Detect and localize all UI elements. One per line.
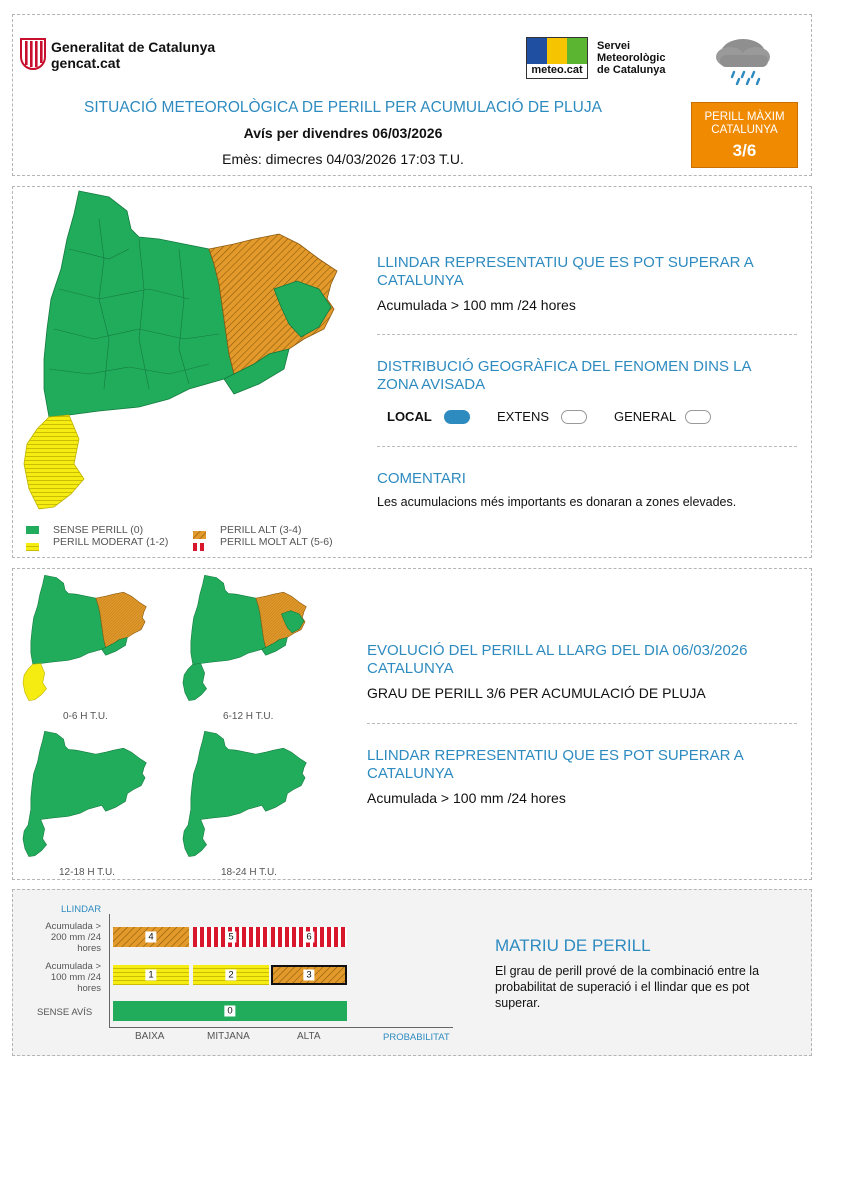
- mini-map-0-6: [21, 571, 151, 706]
- main-map-panel: [12, 186, 812, 558]
- matrix-probabilitat-label: PROBABILITAT: [383, 1032, 450, 1043]
- threshold-title: LLINDAR REPRESENTATIU QUE ES POT SUPERAR A CATALUNYA: [377, 254, 753, 289]
- max-danger-box: [691, 102, 798, 168]
- gencat-name: Generalitat de Catalunya: [51, 39, 216, 55]
- legend-swatch-sense: [26, 526, 39, 534]
- header-panel: [12, 14, 812, 176]
- matrix-row-100: Acumulada > 100 mm /24 hores: [45, 961, 101, 994]
- logo-green-block: [567, 38, 587, 64]
- matrix-col-mitjana: MITJANA: [207, 1031, 250, 1042]
- max-danger-label-2: CATALUNYA: [711, 124, 778, 136]
- divider: [367, 723, 797, 724]
- emes-date: Emès: dimecres 04/03/2026 17:03 T.U.: [222, 151, 464, 167]
- matrix-cell-6-label: 6: [303, 932, 314, 943]
- matrix-cell-4-label: 4: [145, 932, 156, 943]
- smc-name-line-2: Meteorològic: [597, 52, 666, 64]
- map-zone-green: [44, 191, 234, 417]
- mini-map-6-12: [181, 571, 311, 706]
- period-label-0-6: 0-6 H T.U.: [63, 711, 108, 722]
- matrix-cell-5-label: 5: [225, 932, 236, 943]
- matrix-row-sense: SENSE AVÍS: [37, 1007, 93, 1018]
- comment-text: Les acumulacions més importants es donaran a zones elevades.: [377, 495, 737, 509]
- legend-swatch-moderat: [26, 538, 39, 546]
- matrix-title: MATRIU DE PERILL: [495, 936, 651, 955]
- matrix-cell-3-label: 3: [303, 970, 314, 981]
- matrix-cell-0: [113, 1001, 347, 1021]
- distribution-local-label: LOCAL: [387, 409, 432, 424]
- smc-name-line-3: de Catalunya: [597, 64, 666, 76]
- matrix-llindar-label: LLINDAR: [61, 904, 102, 915]
- mini-map-12-18: [21, 727, 151, 862]
- evolution-threshold-value: Acumulada > 100 mm /24 hores: [367, 790, 566, 806]
- matrix-cell-3-selected: [271, 965, 347, 985]
- distribution-general-indicator: [685, 410, 711, 424]
- period-label-18-24: 18-24 H T.U.: [221, 867, 277, 878]
- mini-map-18-24: [181, 727, 311, 862]
- evolution-grade: GRAU DE PERILL 3/6 PER ACUMULACIÓ DE PLUJA: [367, 685, 706, 701]
- legend-sense: SENSE PERILL (0): [53, 524, 144, 536]
- evolution-panel: [12, 568, 812, 880]
- smc-name-line-1: Servei: [597, 40, 631, 52]
- period-label-12-18: 12-18 H T.U.: [59, 867, 115, 878]
- comment-title: COMENTARI: [377, 470, 466, 487]
- sun-icon: [547, 38, 567, 64]
- distribution-local-indicator: [444, 410, 470, 424]
- legend-molt-alt: PERILL MOLT ALT (5-6): [220, 536, 333, 548]
- matrix-col-alta: ALTA: [297, 1031, 321, 1042]
- map-zone-yellow: [24, 415, 84, 509]
- smc-name: [597, 40, 665, 76]
- legend-swatch-molt-alt: [193, 538, 206, 546]
- matrix-x-axis: [109, 1027, 453, 1028]
- matrix-cell-6: [271, 927, 347, 947]
- threshold-value: Acumulada > 100 mm /24 hores: [377, 297, 576, 313]
- period-label-6-12: 6-12 H T.U.: [223, 711, 274, 722]
- matrix-panel: [12, 889, 812, 1056]
- matrix-cell-1: [113, 965, 189, 985]
- page-title: SITUACIÓ METEOROLÒGICA DE PERILL PER ACUMULACIÓ DE PLUJA: [84, 99, 602, 116]
- legend-alt: PERILL ALT (3-4): [220, 524, 302, 536]
- matrix-col-baixa: BAIXA: [135, 1031, 165, 1042]
- distribution-general-label: GENERAL: [614, 409, 677, 424]
- cloud-rain-icon: [710, 29, 776, 85]
- meteocat-logo: [526, 37, 588, 79]
- matrix-cell-0-label: 0: [224, 1006, 235, 1017]
- catalonia-map: [19, 189, 349, 514]
- legend-swatch-alt: [193, 526, 206, 534]
- evolution-title: EVOLUCIÓ DEL PERILL AL LLARG DEL DIA 06/03/2026 CATALUNYA: [367, 642, 748, 677]
- divider: [377, 334, 797, 335]
- meteocat-label: meteo.cat: [531, 64, 583, 76]
- distribution-extens-indicator: [561, 410, 587, 424]
- distribution-extens-label: EXTENS: [497, 409, 550, 424]
- legend-moderat: PERILL MODERAT (1-2): [53, 536, 169, 548]
- distribution-title: DISTRIBUCIÓ GEOGRÀFICA DEL FENOMEN DINS LA ZONA AVISADA: [377, 358, 751, 393]
- matrix-cell-5: [193, 927, 269, 947]
- matrix-cell-1-label: 1: [145, 970, 156, 981]
- avis-date: Avís per divendres 06/03/2026: [243, 125, 443, 141]
- evolution-threshold-title: LLINDAR REPRESENTATIU QUE ES POT SUPERAR A CATALUNYA: [367, 747, 743, 782]
- gencat-logo-icon: [20, 37, 46, 71]
- matrix-row-200: Acumulada > 200 mm /24 hores: [45, 921, 101, 954]
- logo-blue-block: [527, 38, 547, 64]
- matrix-cell-4: [113, 927, 189, 947]
- gencat-url: gencat.cat: [51, 55, 121, 71]
- matrix-y-axis: [109, 914, 110, 1028]
- divider: [377, 446, 797, 447]
- matrix-cell-2: [193, 965, 269, 985]
- max-danger-value: 3/6: [732, 141, 757, 160]
- matrix-text: El grau de perill prové de la combinació entre la probabilitat de superació i el llindar que es pot superar.: [495, 964, 760, 1010]
- max-danger-label-1: PERILL MÀXIM: [704, 111, 785, 123]
- matrix-cell-2-label: 2: [225, 970, 236, 981]
